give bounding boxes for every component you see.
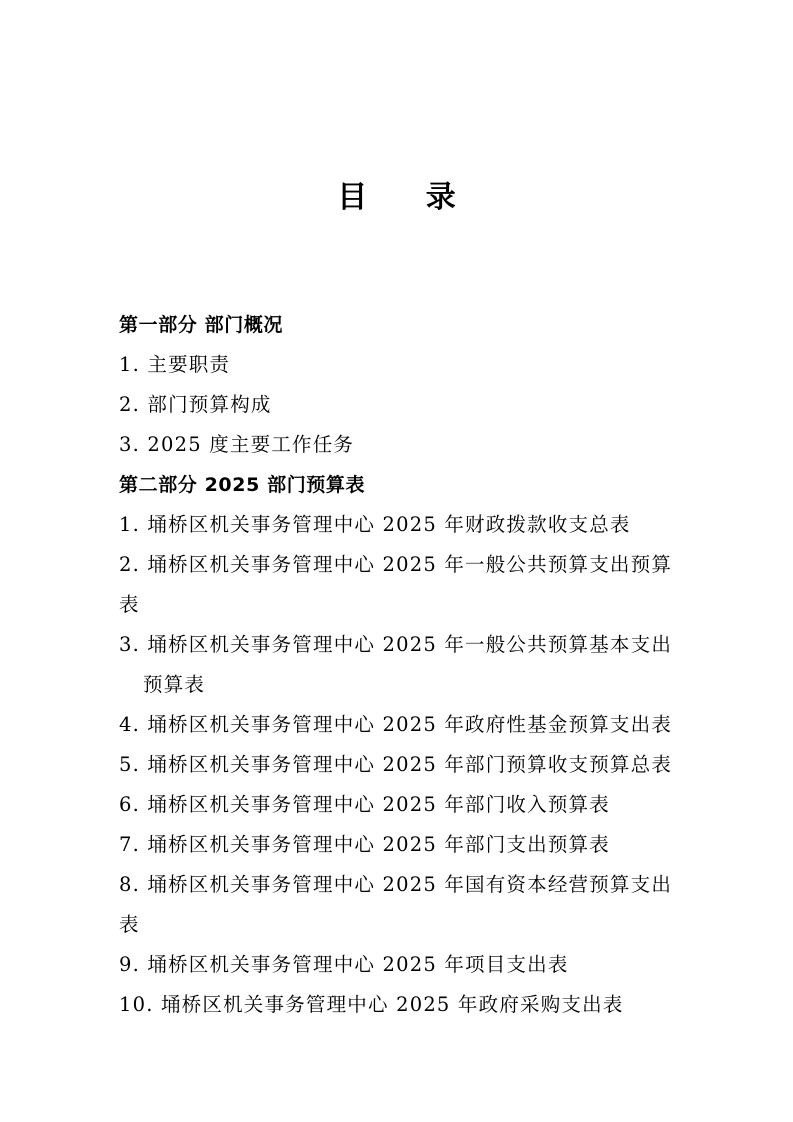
toc-item[interactable]: 3. 2025 度主要工作任务: [119, 433, 355, 456]
toc-item-continuation[interactable]: 预算表: [143, 673, 206, 696]
toc-item[interactable]: 7. 埇桥区机关事务管理中心 2025 年部门支出预算表: [119, 833, 610, 856]
toc-item[interactable]: 4. 埇桥区机关事务管理中心 2025 年政府性基金预算支出表: [119, 713, 673, 736]
toc-item[interactable]: 2. 部门预算构成: [119, 393, 272, 416]
toc-item[interactable]: 10. 埇桥区机关事务管理中心 2025 年政府采购支出表: [119, 993, 624, 1016]
page-title: 目 录: [337, 180, 480, 215]
toc-item[interactable]: 9. 埇桥区机关事务管理中心 2025 年项目支出表: [119, 953, 569, 976]
toc-item[interactable]: 1. 主要职责: [119, 353, 231, 376]
toc-item-continuation[interactable]: 表: [119, 593, 140, 616]
toc-item[interactable]: 8. 埇桥区机关事务管理中心 2025 年国有资本经营预算支出: [119, 873, 673, 896]
toc-item[interactable]: 3. 埇桥区机关事务管理中心 2025 年一般公共预算基本支出: [119, 633, 673, 656]
toc-item[interactable]: 5. 埇桥区机关事务管理中心 2025 年部门预算收支预算总表: [119, 753, 673, 776]
toc-item[interactable]: 6. 埇桥区机关事务管理中心 2025 年部门收入预算表: [119, 793, 610, 816]
toc-section-1[interactable]: 第一部分 部门概况: [119, 314, 284, 336]
table-of-contents: [119, 305, 679, 1025]
toc-item[interactable]: 1. 埇桥区机关事务管理中心 2025 年财政拨款收支总表: [119, 513, 631, 536]
toc-item-continuation[interactable]: 表: [119, 913, 140, 936]
toc-item[interactable]: 2. 埇桥区机关事务管理中心 2025 年一般公共预算支出预算: [119, 553, 673, 576]
toc-section-2[interactable]: 第二部分 2025 部门预算表: [119, 474, 366, 496]
